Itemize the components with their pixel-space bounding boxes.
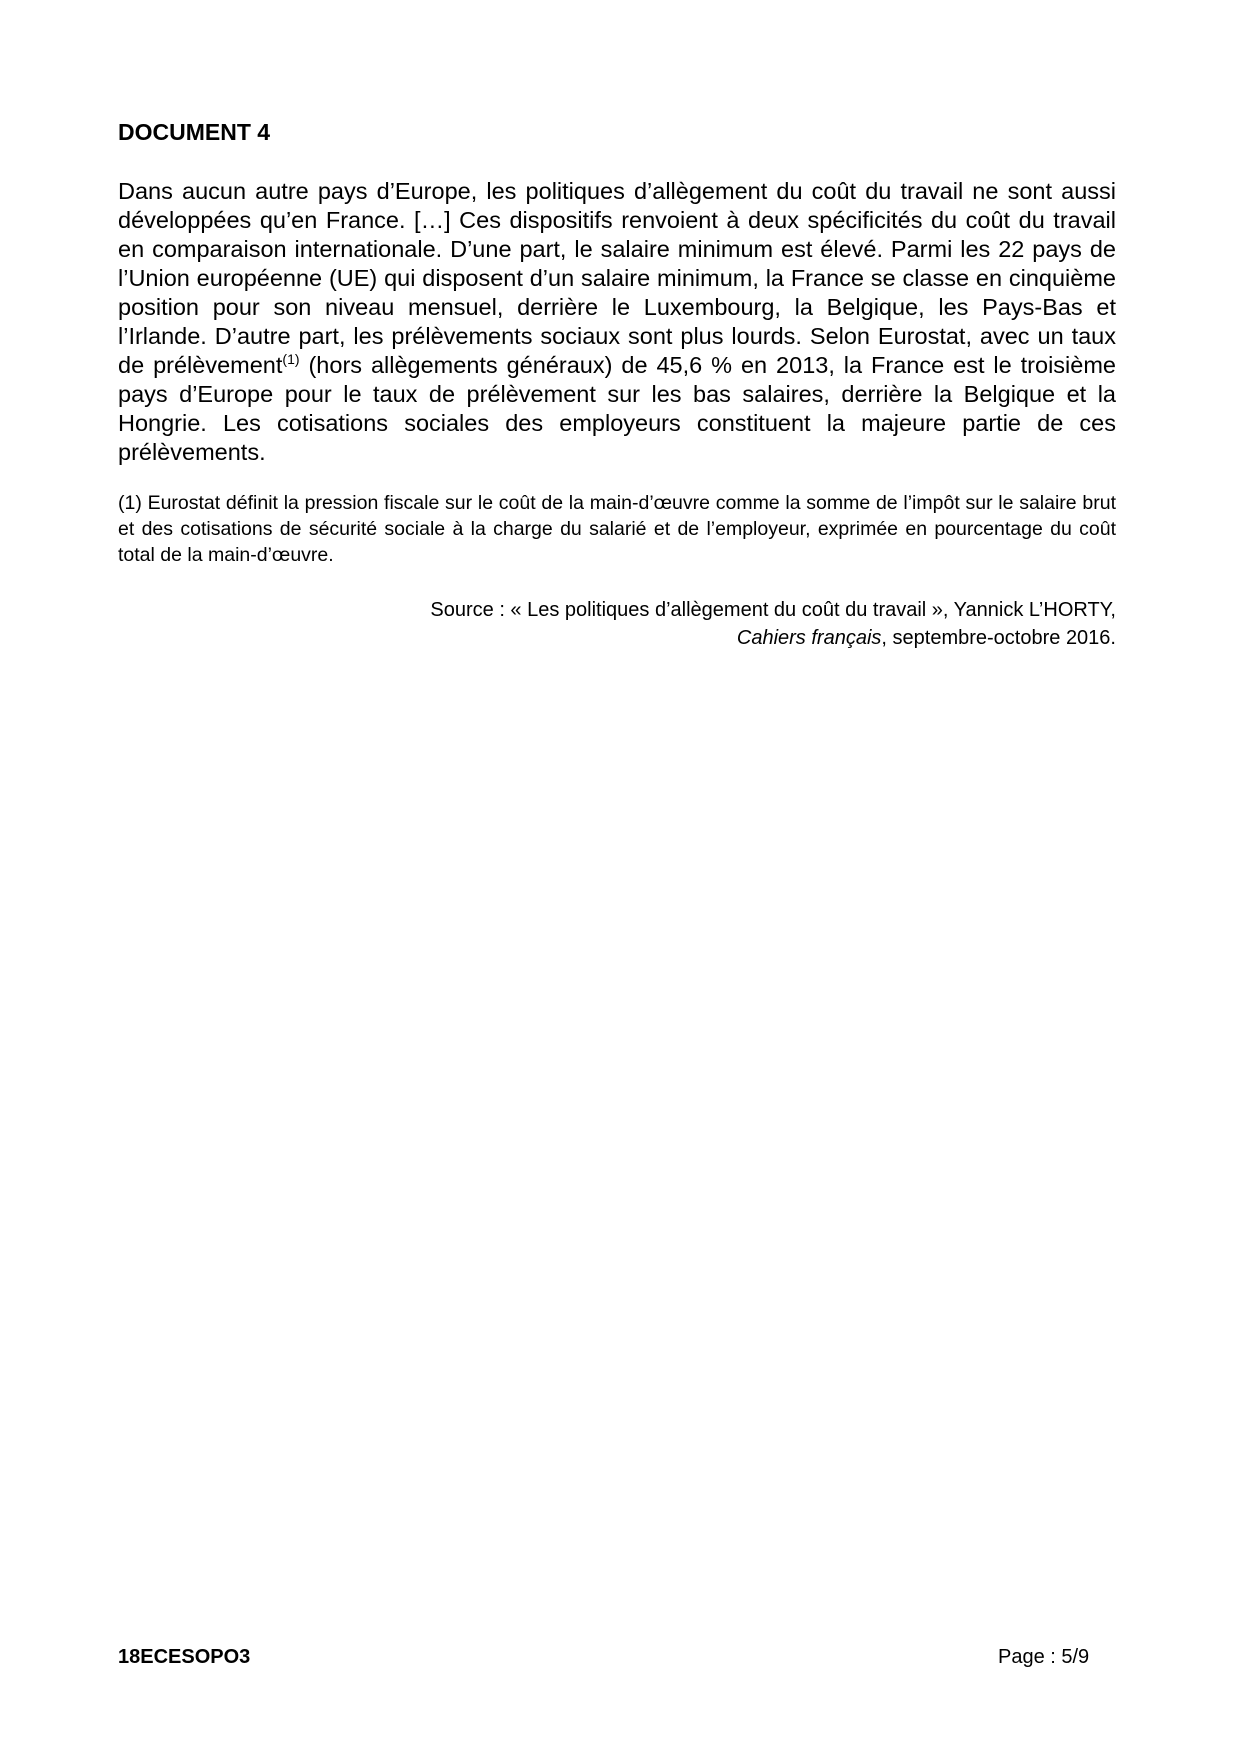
source-citation [216,596,1116,652]
footer-page-number: Page : 5/9 [998,1646,1090,1668]
main-paragraph-part1: Dans aucun autre pays d’Europe, les politiques d’allègement du coût du travail ne sont aussi développées qu’en France. […] Ces dispositifs renvoient à deux spécificités du coût du travail en comparaison internationale. D’une part, le salaire minimum est élevé. Parmi les 22 pays de l’Union européenne (UE) qui disposent d’un salaire minimum, la France se classe en cinquième position pour son niveau mensuel, derrière le Luxembourg, la Belgique, les Pays-Bas et l’Irlande. D’autre part, les prélèvements sociaux sont plus lourds. Selon Eurostat, avec un taux de prélèvement [118,178,1116,378]
footer-exam-code: 18ECESOPO3 [118,1646,251,1668]
source-publication: Cahiers français [736,627,882,649]
main-paragraph [118,177,1116,467]
footnote: (1) Eurostat définit la pression fiscale sur le coût de la main-d’œuvre comme la somme de l’impôt sur le salaire brut et des cotisations de sécurité sociale à la charge du salarié et de l’employeur, exprimée en pourcentage du coût total de la main-d’œuvre. [118,492,1116,566]
main-paragraph-part2: (hors allègements généraux) de 45,6 % en 2013, la France est le troisième pays d’Europe pour le taux de prélèvement sur les bas salaires, derrière la Belgique et la Hongrie. Les cotisations sociales des employeurs constituent la majeure partie de ces prélèvements. [118,352,1116,465]
source-line-1: Source : « Les politiques d’allègement du coût du travail », Yannick L’HORTY, [430,599,1116,621]
source-date: , septembre-octobre 2016. [881,627,1116,649]
document-title: DOCUMENT 4 [118,119,271,145]
footnote-reference: (1) [282,351,300,368]
source-line-2 [216,624,1116,652]
